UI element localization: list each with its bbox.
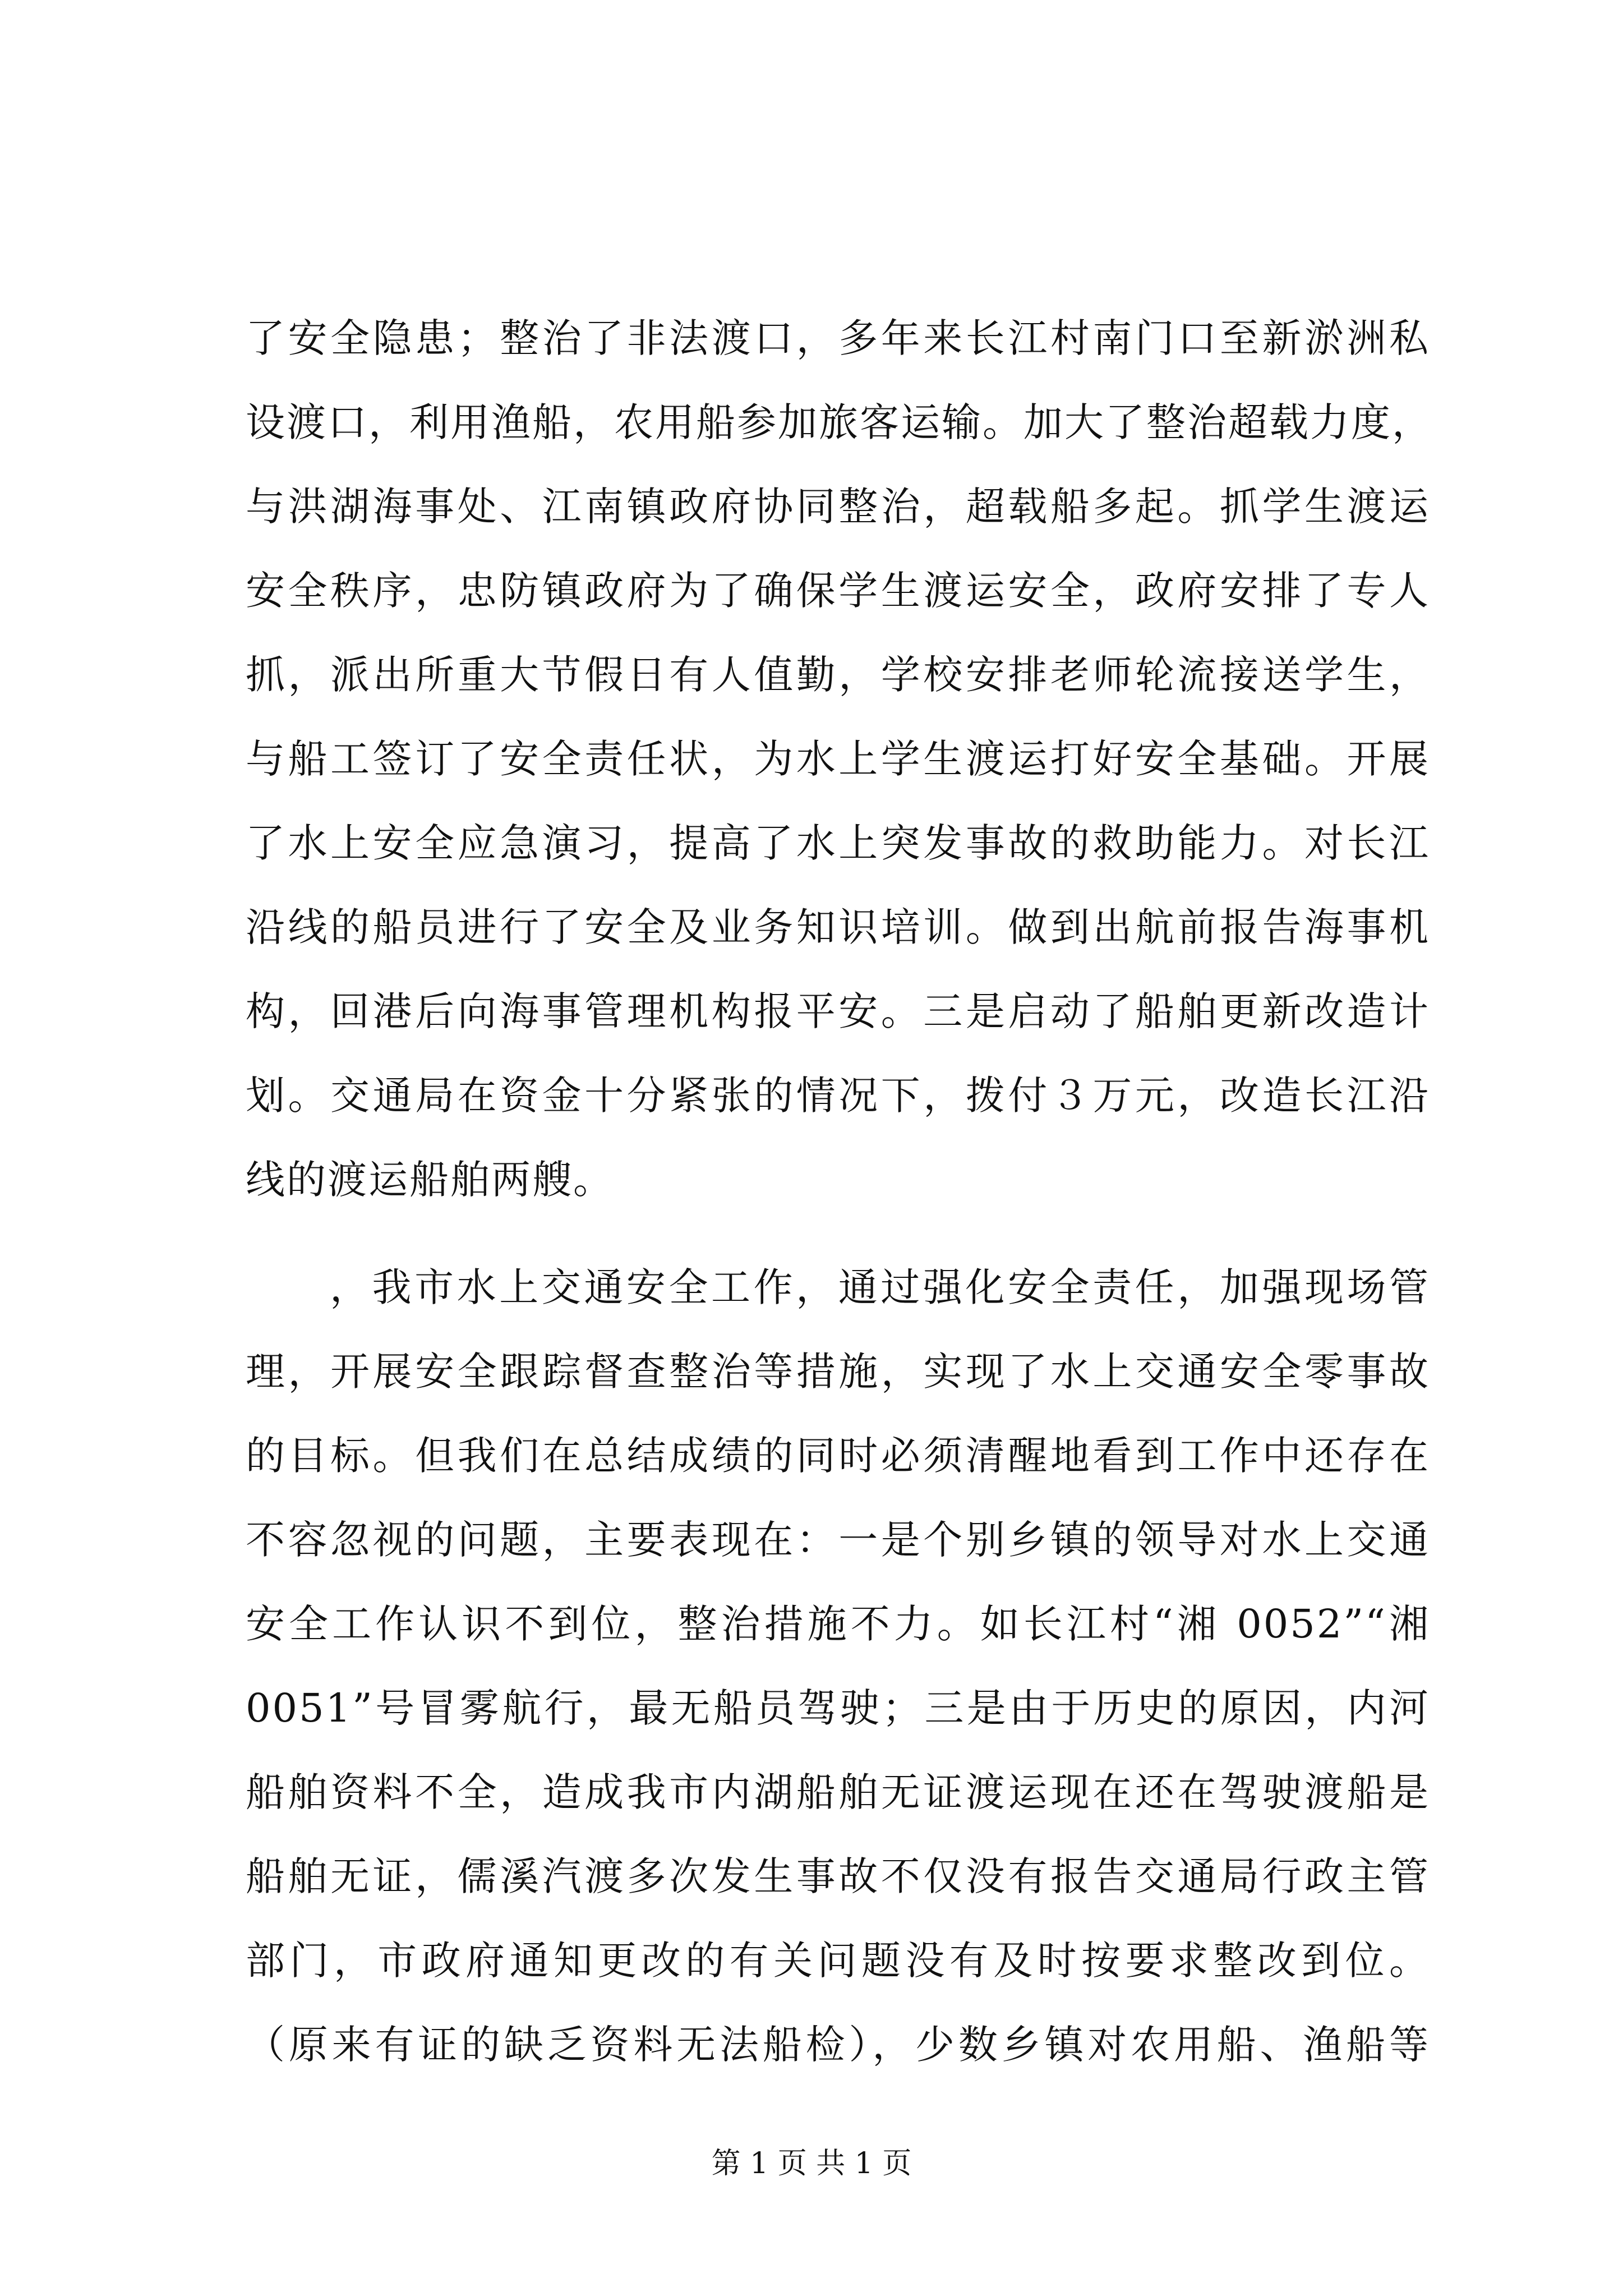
document-body [246, 296, 1433, 2087]
text-line: 构，回港后向海事管理机构报平安。三是启动了船舶更新改造计 [246, 988, 1430, 1034]
text-line: 不容忽视的问题，主要表现在：一是个别乡镇的领导对水上交通 [246, 1517, 1430, 1563]
paragraph-gap [246, 1222, 1430, 1245]
text-line: 抓，派出所重大节假日有人值勤，学校安排老师轮流接送学生， [246, 652, 1430, 698]
text-line: （原来有证的缺乏资料无法船检），少数乡镇对农用船、渔船等 [246, 2022, 1430, 2068]
page-footer: 第 1 页 共 1 页 [711, 2147, 912, 2180]
text-line: 线的渡运船舶两艘。 [246, 1157, 614, 1203]
text-line: 沿线的船员进行了安全及业务知识培训。做到出航前报告海事机 [246, 904, 1430, 950]
text-line: 理，开展安全跟踪督查整治等措施，实现了水上交通安全零事故 [246, 1349, 1430, 1395]
text-line: 的目标。但我们在总结成绩的同时必须清醒地看到工作中还存在 [246, 1433, 1430, 1479]
text-line: 0051”号冒雾航行，最无船员驾驶；三是由于历史的原因，内河 [246, 1685, 1430, 1731]
paragraph-2 [246, 1245, 1430, 2087]
text-line: 了安全隐患；整治了非法渡口，多年来长江村南门口至新淤洲私 [246, 315, 1430, 361]
text-line: 安全工作认识不到位，整治措施不力。如长江村“湘 0052”“湘 [246, 1601, 1430, 1647]
text-line: 与洪湖海事处、江南镇政府协同整治，超载船多起。抓学生渡运 [246, 484, 1430, 530]
text-line: 了水上安全应急演习，提高了水上突发事故的救助能力。对长江 [246, 820, 1430, 866]
text-line: ，我市水上交通安全工作，通过强化安全责任，加强现场管 [330, 1264, 1430, 1310]
text-line: 船舶无证，儒溪汽渡多次发生事故不仅没有报告交通局行政主管 [246, 1853, 1430, 1899]
text-line: 部门，市政府通知更改的有关问题没有及时按要求整改到位。 [246, 1938, 1430, 1984]
text-line: 设渡口，利用渔船，农用船参加旅客运输。加大了整治超载力度， [246, 399, 1433, 445]
text-line: 划。交通局在资金十分紧张的情况下，拨付３万元，改造长江沿 [246, 1073, 1430, 1119]
text-line: 船舶资料不全，造成我市内湖船舶无证渡运现在还在驾驶渡船是 [246, 1769, 1430, 1815]
text-line: 安全秩序，忠防镇政府为了确保学生渡运安全，政府安排了专人 [246, 568, 1430, 614]
text-line: 与船工签订了安全责任状，为水上学生渡运打好安全基础。开展 [246, 736, 1430, 782]
paragraph-1 [246, 296, 1433, 1222]
